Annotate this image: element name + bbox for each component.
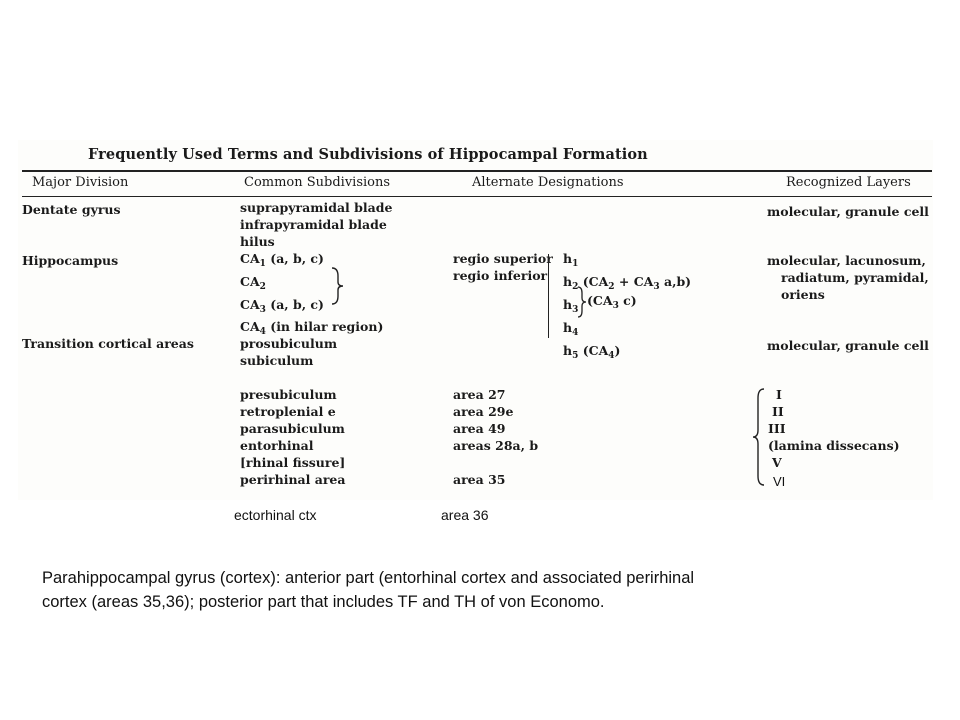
brace-h3-h4 bbox=[577, 286, 587, 318]
layers-dentate: molecular, granule cell bbox=[767, 204, 929, 219]
subdivision-ca3: $CA_3$ (a, b, c) bbox=[240, 297, 324, 315]
layer-item: V bbox=[772, 455, 782, 470]
subdivision-item: prosubiculum bbox=[240, 336, 338, 351]
subdivision-item: retroplenial e bbox=[240, 404, 336, 419]
subdivisions-hippocampus bbox=[240, 250, 324, 319]
brace-ca2-ca3 bbox=[330, 266, 346, 306]
layer-item: molecular, lacunosum, bbox=[767, 253, 926, 268]
alternate-item bbox=[453, 454, 538, 471]
layers-hippocampus bbox=[767, 252, 929, 303]
major-transition-cortical-areas: Transition cortical areas bbox=[22, 336, 194, 351]
subdivision-item: suprapyramidal blade bbox=[240, 200, 393, 215]
major-dentate-gyrus: Dentate gyrus bbox=[22, 202, 121, 217]
annotation-ectorhinal-ctx: ectorhinal ctx bbox=[234, 507, 317, 523]
layer-item: I bbox=[776, 387, 782, 402]
alternate-h3: $h_3$ bbox=[563, 297, 579, 315]
subdivision-item: subiculum bbox=[240, 353, 314, 368]
subdivision-ca1: $CA_1$ (a, b, c) bbox=[240, 251, 324, 269]
table-title: Frequently Used Terms and Subdivisions of Hippocampal Formation bbox=[88, 146, 648, 163]
brace-roman-layers bbox=[752, 388, 766, 486]
subdivision-item: entorhinal bbox=[240, 438, 314, 453]
header-alternate-designations: Alternate Designations bbox=[472, 175, 624, 190]
subdivision-ca2: $CA_2$ bbox=[240, 274, 266, 292]
layer-item: II bbox=[772, 404, 784, 419]
subdivision-item: infrapyramidal blade bbox=[240, 217, 387, 232]
alternate-h3-h4-label: ($CA_3$ c) bbox=[587, 293, 637, 311]
annotation-vi: VI bbox=[773, 474, 786, 489]
alternate-item: area 35 bbox=[453, 472, 506, 487]
alternate-h1: $h_1$ bbox=[563, 251, 579, 269]
table-header-rule bbox=[22, 196, 932, 197]
alternate-areas bbox=[453, 386, 538, 488]
subdivisions-dentate bbox=[240, 199, 392, 250]
layers-roman bbox=[768, 386, 900, 471]
layer-item: radiatum, pyramidal, bbox=[781, 270, 929, 285]
subdivision-ca4: $CA_4$ (in hilar region) bbox=[240, 319, 384, 337]
alternate-regio bbox=[453, 250, 553, 284]
alternate-item: area 27 bbox=[453, 387, 506, 402]
alternate-vertical-bar bbox=[548, 254, 549, 338]
alternate-item: area 49 bbox=[453, 421, 506, 436]
alternate-h4: $h_4$ bbox=[563, 320, 579, 338]
subdivisions-transition-a bbox=[240, 335, 337, 369]
header-recognized-layers: Recognized Layers bbox=[786, 175, 911, 190]
header-common-subdivisions: Common Subdivisions bbox=[244, 175, 391, 190]
table-top-rule bbox=[22, 170, 932, 172]
subdivision-item: presubiculum bbox=[240, 387, 337, 402]
alternate-h5: $h_5$ $(CA_4)$ bbox=[563, 343, 621, 361]
alternate-item: areas 28a, b bbox=[453, 438, 539, 453]
layer-item: oriens bbox=[781, 287, 825, 302]
layer-item: III bbox=[768, 421, 786, 436]
body-paragraph: Parahippocampal gyrus (cortex): anterior part (entorhinal cortex and associated perirhinal cortex (areas 35,36); posterior part that includes TF and TH of von Economo. bbox=[42, 569, 695, 611]
layers-transition: molecular, granule cell bbox=[767, 338, 929, 353]
major-hippocampus: Hippocampus bbox=[22, 253, 119, 268]
subdivision-item: perirhinal area bbox=[240, 472, 346, 487]
subdivision-item: hilus bbox=[240, 234, 275, 249]
header-major-division: Major Division bbox=[32, 175, 129, 190]
subdivisions-transition-b bbox=[240, 386, 345, 488]
alternate-item: area 29e bbox=[453, 404, 514, 419]
subdivision-item: parasubiculum bbox=[240, 421, 345, 436]
subdivision-item: [rhinal fissure] bbox=[240, 455, 346, 470]
alternate-h2: $h_2$ ($CA_2 + CA_3$ a,b) bbox=[563, 274, 692, 292]
alternate-item: regio inferior bbox=[453, 268, 548, 283]
alternate-item: regio superior bbox=[453, 251, 553, 266]
annotation-area-36: area 36 bbox=[441, 507, 489, 523]
layer-item: (lamina dissecans) bbox=[768, 438, 900, 453]
